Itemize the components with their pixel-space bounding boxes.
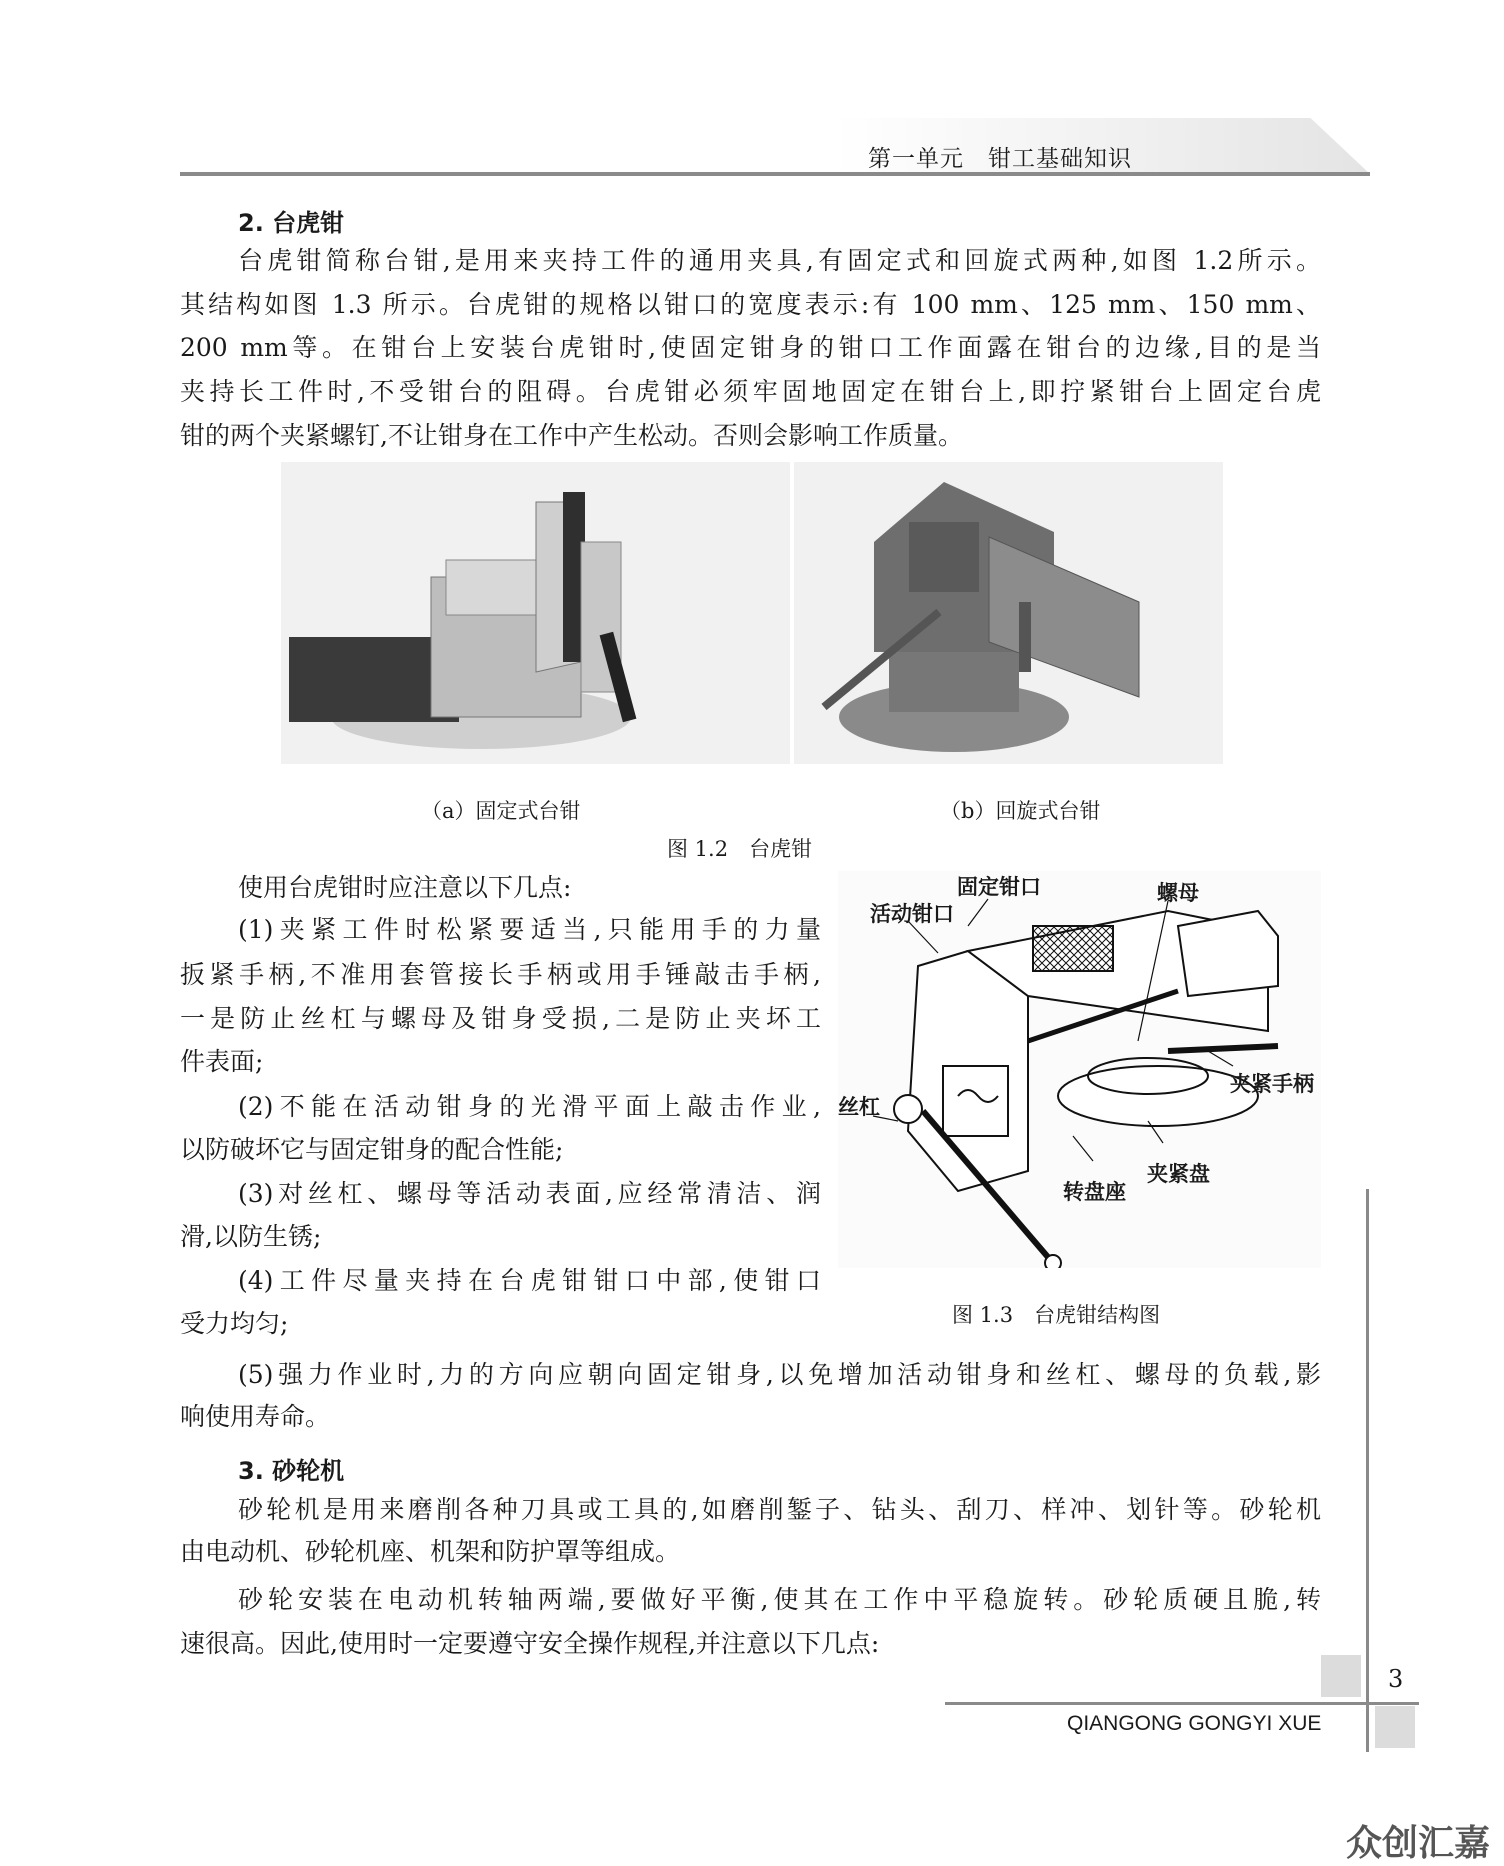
watermark: 众创汇嘉 [1346, 1823, 1491, 1864]
header-rule [180, 172, 1370, 176]
text-line: 受力均匀; [180, 1309, 289, 1338]
text-line: 使用台虎钳时应注意以下几点: [238, 873, 572, 902]
section-heading-grinder: 3. 砂轮机 [238, 1457, 345, 1485]
text-line: 件表面; [180, 1047, 264, 1076]
text-line: (5)强力作业时,力的方向应朝向固定钳身,以免增加活动钳身和丝杠、螺母的负载,影 [238, 1360, 1321, 1389]
section-heading-vise: 2. 台虎钳 [238, 209, 345, 237]
text-line: 由电动机、砂轮机座、机架和防护罩等组成。 [180, 1537, 681, 1566]
figure-caption-b: （b）回旋式台钳 [940, 799, 1101, 823]
photo-fixed-bench-vise [281, 462, 790, 764]
text-line: (4)工件尽量夹持在台虎钳钳口中部,使钳口 [238, 1266, 821, 1295]
footer-decor-square [1375, 1706, 1415, 1748]
vise-structure-diagram [838, 871, 1321, 1268]
label-clamp-plate: 夹紧盘 [1147, 1162, 1210, 1186]
text-line: 砂轮机是用来磨削各种刀具或工具的,如磨削錾子、钻头、刮刀、样冲、划针等。砂轮机 [238, 1495, 1321, 1524]
page-number: 3 [1388, 1665, 1404, 1693]
footer-horizontal-rule [945, 1702, 1419, 1705]
text-line: 扳紧手柄,不准用套管接长手柄或用手锤敲击手柄, [180, 960, 821, 989]
footer-vertical-rule [1366, 1189, 1369, 1752]
text-line: 响使用寿命。 [180, 1402, 331, 1431]
text-line: 其结构如图 1.3 所示。台虎钳的规格以钳口的宽度表示:有 100 mm、125 mm、150 mm、 [180, 290, 1321, 319]
text-line: 以防破坏它与固定钳身的配合性能; [180, 1135, 564, 1164]
text-line: 速很高。因此,使用时一定要遵守安全操作规程,并注意以下几点: [180, 1629, 880, 1658]
label-nut: 螺母 [1157, 881, 1199, 905]
text-line: 砂轮安装在电动机转轴两端,要做好平衡,使其在工作中平稳旋转。砂轮质硬且脆,转 [238, 1585, 1321, 1614]
text-line: 滑,以防生锈; [180, 1222, 322, 1251]
text-line: (3)对丝杠、螺母等活动表面,应经常清洁、润 [238, 1179, 821, 1208]
label-lead-screw: 丝杠 [838, 1095, 880, 1119]
photo-swivel-bench-vise [794, 462, 1223, 764]
text-line: 夹持长工件时,不受钳台的阻碍。台虎钳必须牢固地固定在钳台上,即拧紧钳台上固定台虎 [180, 377, 1321, 406]
label-turntable-base: 转盘座 [1063, 1180, 1126, 1204]
text-line: (1)夹紧工件时松紧要适当,只能用手的力量 [238, 915, 821, 944]
text-line: 台虎钳简称台钳,是用来夹持工件的通用夹具,有固定式和回旋式两种,如图 1.2所示。 [238, 246, 1321, 275]
label-clamp-handle: 夹紧手柄 [1230, 1072, 1314, 1096]
label-movable-jaw: 活动钳口 [870, 902, 954, 926]
figure-1-2-caption: 图 1.2 台虎钳 [667, 837, 813, 861]
running-header-chapter: 第一单元 钳工基础知识 [868, 146, 1132, 172]
label-fixed-jaw: 固定钳口 [957, 875, 1041, 899]
text-line: 200 mm等。在钳台上安装台虎钳时,使固定钳身的钳口工作面露在钳台的边缘,目的是当 [180, 333, 1321, 362]
running-header-band [180, 118, 1370, 174]
footer-decor-square [1321, 1655, 1361, 1697]
text-line: (2)不能在活动钳身的光滑平面上敲击作业, [238, 1092, 821, 1121]
text-line: 一是防止丝杠与螺母及钳身受损,二是防止夹坏工 [180, 1004, 821, 1033]
footer-book-title: QIANGONG GONGYI XUE [1067, 1712, 1322, 1735]
figure-caption-a: （a）固定式台钳 [421, 799, 581, 823]
figure-1-3-caption: 图 1.3 台虎钳结构图 [952, 1303, 1161, 1327]
text-line: 钳的两个夹紧螺钉,不让钳身在工作中产生松动。否则会影响工作质量。 [180, 421, 963, 450]
